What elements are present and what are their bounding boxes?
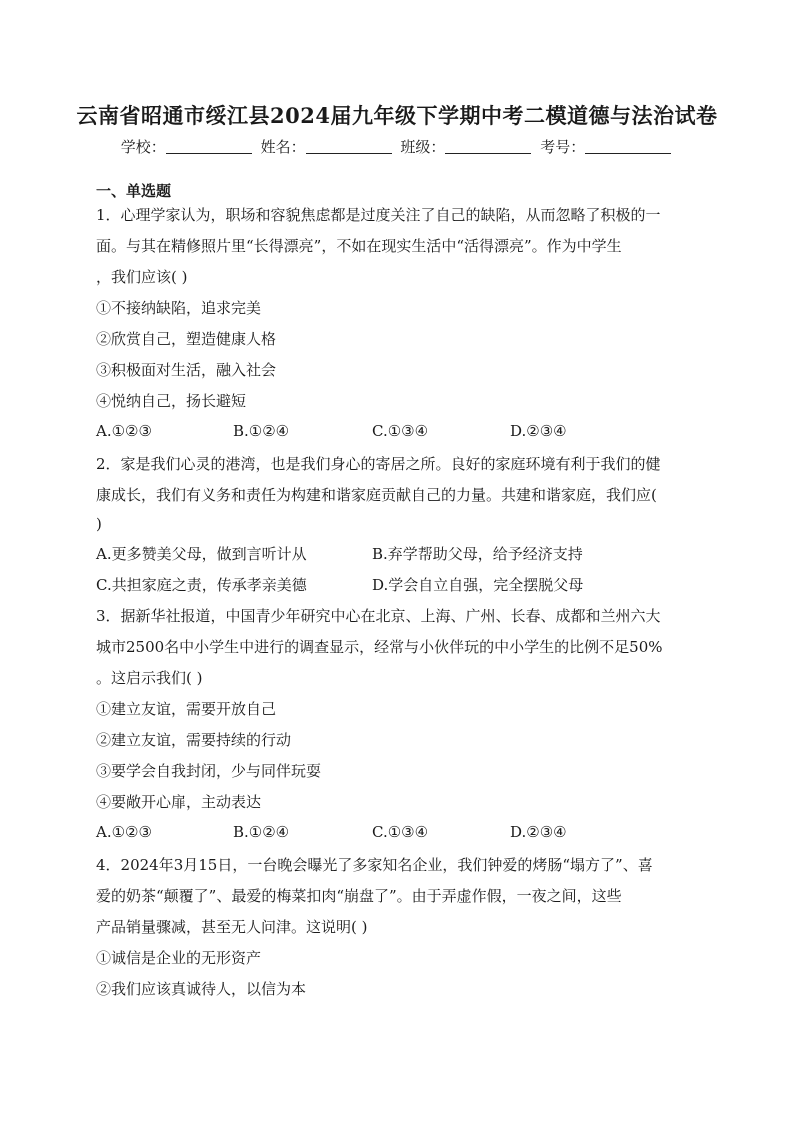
q1-stem-line-2: 面。与其在精修照片里“长得漂亮”，不如在现实生活中“活得漂亮”。作为中学生 — [96, 237, 622, 255]
class-label: 班级： — [400, 138, 446, 156]
q1-item-3: ③积极面对生活，融入社会 — [96, 361, 277, 379]
class-blank — [445, 139, 531, 154]
q1-option-a: A.①②③ — [96, 422, 152, 440]
q4-stem-line-3: 产品销量骤减，甚至无人问津。这说明( ) — [96, 918, 368, 936]
q2-stem-line-1: 2．家是我们心灵的港湾，也是我们身心的寄居之所。良好的家庭环境有利于我们的健 — [96, 455, 661, 473]
q2-option-d: D.学会自立自强，完全摆脱父母 — [372, 576, 584, 594]
q4-item-2: ②我们应该真诚待人，以信为本 — [96, 980, 307, 998]
q1-item-1: ①不接纳缺陷，追求完美 — [96, 299, 262, 317]
student-info-row — [0, 136, 794, 157]
q3-option-a: A.①②③ — [96, 823, 152, 841]
q4-item-1: ①诚信是企业的无形资产 — [96, 949, 262, 967]
exam-number-blank — [585, 139, 671, 154]
q2-stem-line-3: ) — [96, 515, 102, 533]
q1-option-c: C.①③④ — [372, 422, 429, 440]
page-title: 云南省昭通市绥江县2024届九年级下学期中考二模道德与法治试卷 — [76, 103, 718, 128]
q2-option-a: A.更多赞美父母，做到言听计从 — [96, 545, 307, 563]
school-label: 学校： — [120, 138, 166, 156]
q3-item-4: ④要敞开心扉，主动表达 — [96, 793, 262, 811]
q4-stem-line-2: 爱的奶茶“颠覆了”、最爱的梅菜扣肉“崩盘了”。由于弄虚作假，一夜之间，这些 — [96, 887, 622, 905]
q3-stem-line-3: 。这启示我们( ) — [96, 669, 203, 687]
q2-option-b: B.弃学帮助父母，给予经济支持 — [372, 545, 583, 563]
school-blank — [166, 139, 252, 154]
q4-stem-line-1: 4．2024年3月15日，一台晚会曝光了多家知名企业，我们钟爱的烤肠“塌方了”、喜 — [96, 856, 653, 874]
q1-stem-line-3: ，我们应该( ) — [96, 268, 188, 286]
q1-option-d: D.②③④ — [510, 422, 567, 440]
q1-item-2: ②欣赏自己，塑造健康人格 — [96, 330, 277, 348]
q3-stem-line-2: 城市2500名中小学生中进行的调查显示，经常与小伙伴玩的中小学生的比例不足50% — [96, 638, 663, 656]
q2-stem-line-2: 康成长，我们有义务和责任为构建和谐家庭贡献自己的力量。共建和谐家庭，我们应( — [96, 486, 657, 504]
q3-item-2: ②建立友谊，需要持续的行动 — [96, 731, 292, 749]
q1-option-b: B.①②④ — [233, 422, 290, 440]
q3-stem-line-1: 3．据新华社报道，中国青少年研究中心在北京、上海、广州、长春、成都和兰州六大 — [96, 607, 661, 625]
name-blank — [306, 139, 392, 154]
q3-option-b: B.①②④ — [233, 823, 290, 841]
q1-stem-line-1: 1．心理学家认为，职场和容貌焦虑都是过度关注了自己的缺陷，从而忽略了积极的一 — [96, 206, 661, 224]
q3-item-3: ③要学会自我封闭，少与同伴玩耍 — [96, 762, 322, 780]
q3-option-c: C.①③④ — [372, 823, 429, 841]
section-title: 一、单选题 — [96, 182, 172, 200]
q3-option-d: D.②③④ — [510, 823, 567, 841]
name-label: 姓名： — [260, 138, 306, 156]
q3-item-1: ①建立友谊，需要开放自己 — [96, 700, 277, 718]
q2-option-c: C.共担家庭之责，传承孝亲美德 — [96, 576, 307, 594]
exam-number-label: 考号： — [540, 138, 586, 156]
q1-item-4: ④悦纳自己，扬长避短 — [96, 392, 247, 410]
